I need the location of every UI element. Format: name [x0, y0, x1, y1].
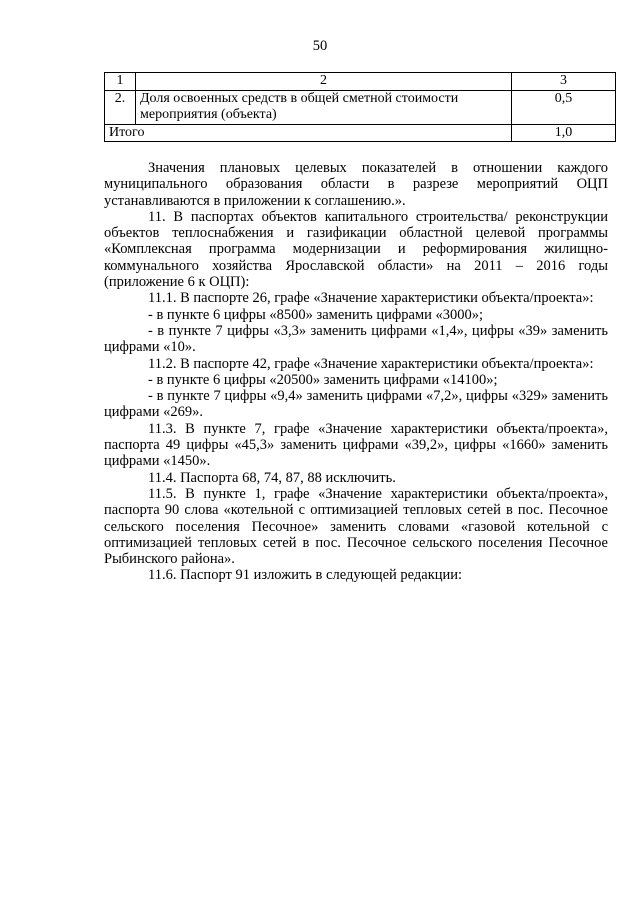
list-item: - в пункте 6 цифры «8500» заменить цифрами «3000»; — [148, 306, 484, 323]
document-body — [104, 160, 608, 584]
paragraph-11: 11. В паспортах объектов капитального строительства/ реконструкции объектов теплоснабжения и газификации областной целевой программы «Комплексная программа модернизации и реформирования жилищно-коммунального хозяйства Ярославской области» на 2011 – 2016 годы (приложение 6 к ОЦП): — [104, 208, 608, 291]
table-header-row — [105, 73, 616, 91]
paragraph-11-6: 11.6. Паспорт 91 изложить в следующей редакции: — [148, 567, 463, 584]
row-number: 2. — [105, 90, 136, 124]
list-item: - в пункте 7 цифры «9,4» заменить цифрами «7,2», цифры «329» заменить цифрами «269». — [104, 388, 608, 421]
table-header-cell: 3 — [512, 73, 616, 91]
paragraph-targets: Значения плановых целевых показателей в отношении каждого муниципального образования области в разрезе мероприятий ОЦП устанавливаются в приложении к соглашению.». — [104, 160, 608, 209]
list-item: - в пункте 7 цифры «3,3» заменить цифрами «1,4», цифры «39» заменить цифрами «10». — [104, 322, 608, 356]
paragraph-11-3: 11.3. В пункте 7, графе «Значение характеристики объекта/проекта», паспорта 49 цифры «45,3» заменить цифрами «39,2», цифры «1660» заменить цифрами «1450». — [104, 420, 608, 470]
indicators-table — [104, 72, 616, 142]
table-row — [105, 90, 616, 124]
row-value: 0,5 — [512, 90, 616, 124]
row-indicator-name: Доля освоенных средств в общей сметной стоимости мероприятия (объекта) — [136, 90, 512, 124]
table-total-row — [105, 124, 616, 142]
total-value: 1,0 — [512, 124, 616, 142]
table-header-cell: 2 — [136, 73, 512, 91]
paragraph-11-5: 11.5. В пункте 1, графе «Значение характеристики объекта/проекта», паспорта 90 слова «котельной с оптимизацией тепловых сетей в пос. Песочное сельского поселения Песочное» заменить словами «газовой котельной с оптимизацией тепловых сетей в пос. Песочное сельского поселения Песочное Рыбинского района». — [104, 485, 608, 568]
list-item: - в пункте 6 цифры «20500» заменить цифрами «14100»; — [148, 371, 498, 388]
paragraph-11-4: 11.4. Паспорта 68, 74, 87, 88 исключить. — [148, 469, 396, 486]
table-header-cell: 1 — [105, 73, 136, 91]
total-label: Итого — [105, 124, 512, 142]
page-number: 50 — [312, 38, 328, 54]
paragraph-11-2: 11.2. В паспорте 42, графе «Значение характеристики объекта/проекта»: — [148, 355, 594, 372]
paragraph-11-1: 11.1. В паспорте 26, графе «Значение характеристики объекта/проекта»: — [148, 290, 594, 307]
